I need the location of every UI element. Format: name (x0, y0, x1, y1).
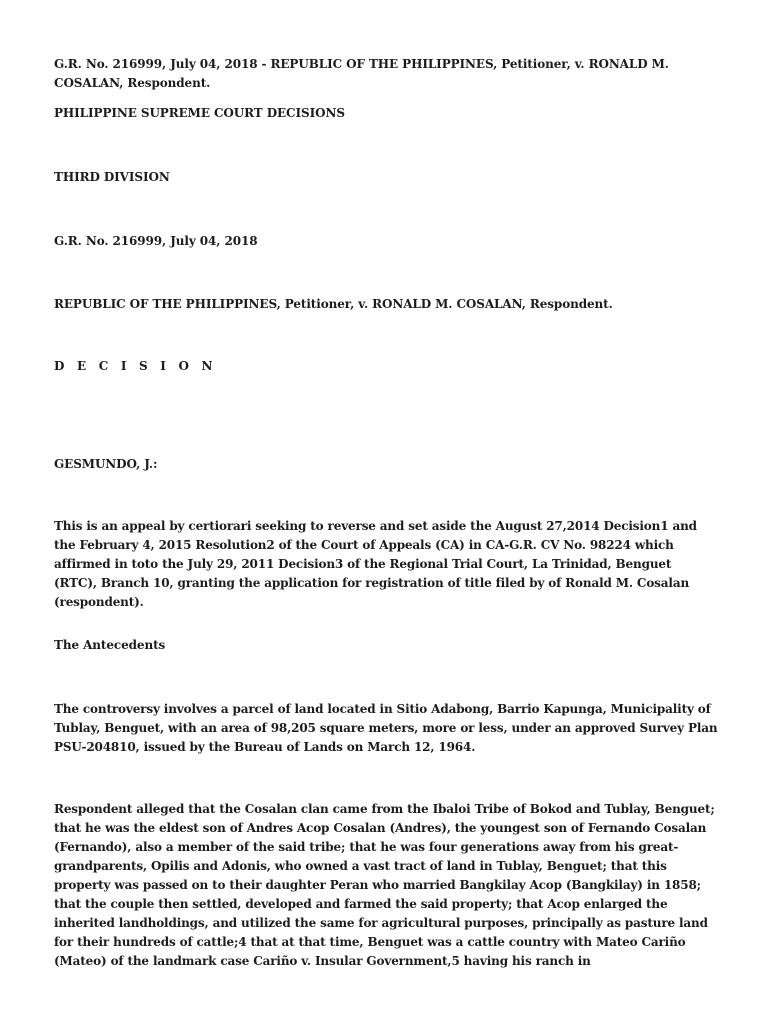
paragraph-land: The controversy involves a parcel of land located in Sitio Adabong, Barrio Kapunga, Municipality of Tublay, Benguet, with an area of 98,205 square meters, more or less, under an approved Survey Plan PSU-204810, issued by the Bureau of Lands on March 12, 1964. (54, 702, 718, 754)
paragraph-intro: This is an appeal by certiorari seeking to reverse and set aside the August 27,2014 Decision1 and the February 4, 2015 Resolution2 of the Court of Appeals (CA) in CA-G.R. CV No. 98224 which affirmed in toto the July 29, 2011 Decision3 of the Regional Trial Court, La Trinidad, Benguet (RTC), Branch 10, granting the application for registration of title filed by of Ronald M. Cosalan (respondent). (54, 519, 697, 609)
paragraph-respondent: Respondent alleged that the Cosalan clan came from the Ibaloi Tribe of Bokod and Tublay, Benguet; that he was the eldest son of Andres Acop Cosalan (Andres), the youngest son of Fernando Cosalan (Fernando), also a member of the said tribe; that he was four generations away from his great-grandparents, Opilis and Adonis, who owned a vast tract of land in Tublay, Benguet; that this property was passed on to their daughter Peran who married Bangkilay Acop (Bangkilay) in 1858; that the couple then settled, developed and farmed the said property; that Acop enlarged the inherited landholdings, and utilized the same for agricultural purposes, principally as pasture land for their hundreds of cattle;4 that at that time, Benguet was a cattle country with Mateo Cariño (Mateo) of the landmark case Cariño v. Insular Government,5 having his ranch in (54, 802, 715, 968)
case-number: G.R. No. 216999, July 04, 2018 (54, 234, 258, 248)
source-title: PHILIPPINE SUPREME COURT DECISIONS (54, 106, 345, 120)
section-heading-antecedents: The Antecedents (54, 638, 166, 652)
division-title: THIRD DIVISION (54, 170, 170, 184)
ponente-line: GESMUNDO, J.: (54, 457, 158, 471)
decision-heading: D E C I S I O N (54, 359, 217, 373)
header-line: G.R. No. 216999, July 04, 2018 - REPUBLIC OF THE PHILIPPINES, Petitioner, v. RONALD M. COSALAN, Respondent. (54, 57, 669, 90)
parties-line: REPUBLIC OF THE PHILIPPINES, Petitioner, v. RONALD M. COSALAN, Respondent. (54, 297, 613, 311)
